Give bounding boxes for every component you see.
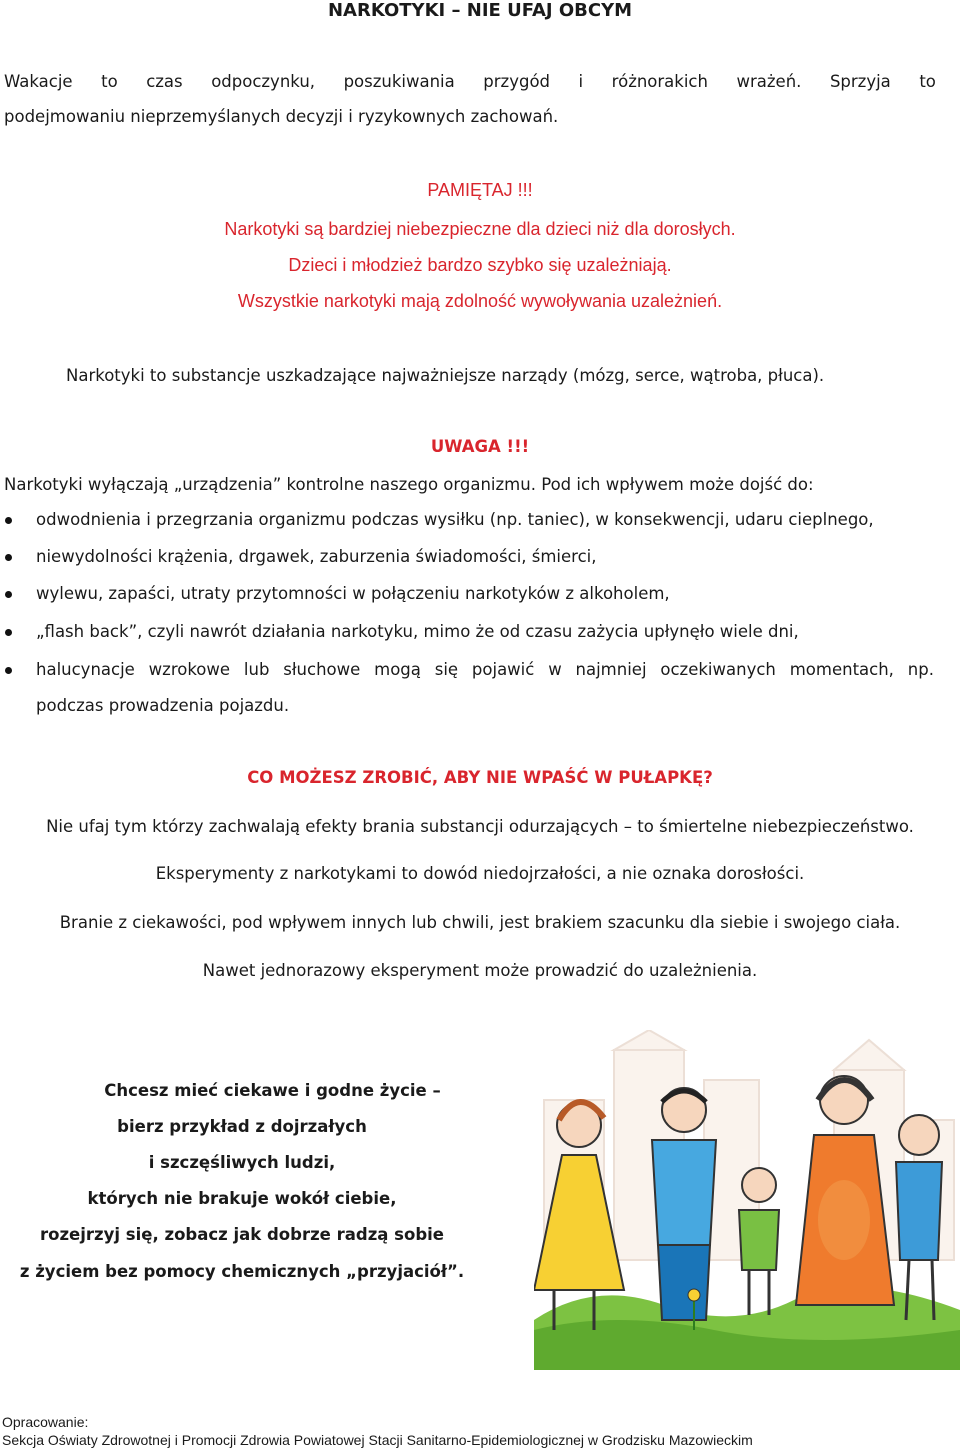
warning-intro-part-1: Narkotyki wyłączają „urządzenia” kontrolne naszego organizmu.	[4, 475, 536, 494]
word: przygód	[483, 72, 551, 91]
bullet-icon	[5, 554, 12, 561]
list-item	[0, 510, 960, 532]
warning-heading: UWAGA !!!	[430, 437, 530, 456]
list-item	[0, 547, 960, 569]
word: wrażeń.	[736, 72, 802, 91]
advice-line-1: Nie ufaj tym którzy zachwalają efekty brania substancji odurzających – to śmiertelne niebezpieczeństwo.	[46, 817, 914, 836]
word: momentach,	[789, 660, 894, 679]
bullet-icon	[5, 591, 12, 598]
remember-line-1: Narkotyki są bardziej niebezpieczne dla dzieci niż dla dorosłych.	[224, 219, 736, 239]
slogan-line-6: z życiem bez pomocy chemicznych „przyjaciół”.	[19, 1262, 465, 1281]
warning-intro	[4, 475, 814, 494]
slogan-line-3: i szczęśliwych ludzi,	[148, 1153, 336, 1172]
list-item-text: niewydolności krążenia, drgawek, zaburzenia świadomości, śmierci,	[36, 547, 597, 566]
remember-line-2: Dzieci i młodzież bardzo szybko się uzależniają.	[288, 255, 672, 275]
slogan-line-5: rozejrzyj się, zobacz jak dobrze radzą sobie	[39, 1225, 445, 1244]
advice-line-3: Branie z ciekawości, pod wpływem innych lub chwili, jest brakiem szacunku dla siebie i swojego ciała.	[59, 913, 901, 932]
slogan-line-2: bierz przykład z dojrzałych	[117, 1117, 367, 1136]
list-item	[0, 660, 960, 682]
word: halucynacje	[36, 660, 135, 679]
list-item-text: odwodnienia i przegrzania organizmu podczas wysiłku (np. taniec), w konsekwencji, udaru cieplnego,	[36, 510, 874, 529]
family-illustration	[534, 1030, 960, 1370]
list-item-continuation: podczas prowadzenia pojazdu.	[36, 696, 290, 715]
slogan-line-1: Chcesz mieć ciekawe i godne życie –	[104, 1081, 441, 1100]
word: najmniej	[575, 660, 647, 679]
word: oczekiwanych	[660, 660, 776, 679]
word: pojawić	[471, 660, 535, 679]
word: to	[919, 72, 936, 91]
word: to	[101, 72, 118, 91]
remember-line-3: Wszystkie narkotyki mają zdolność wywoływania uzależnień.	[237, 291, 723, 311]
figure-man-blue-right	[896, 1115, 942, 1320]
bullet-icon	[5, 667, 12, 674]
word: czas	[146, 72, 183, 91]
word: mogą	[374, 660, 421, 679]
word: lub	[243, 660, 270, 679]
substances-text: Narkotyki to substancje uszkadzające najważniejsze narządy (mózg, serce, wątroba, płuca).	[66, 366, 825, 385]
list-item	[0, 622, 960, 644]
warning-intro-part-2: Pod ich wpływem może dojść do:	[541, 475, 814, 494]
list-item	[0, 584, 960, 606]
slogan-line-4: których nie brakuje wokół ciebie,	[87, 1189, 397, 1208]
list-item-text: wylewu, zapaści, utraty przytomności w połączeniu narkotyków z alkoholem,	[36, 584, 670, 603]
list-item-text	[36, 660, 934, 679]
advice-heading: CO MOŻESZ ZROBIĆ, ABY NIE WPAŚĆ W PUŁAPKĘ?	[247, 768, 713, 787]
footer-label: Opracowanie:	[2, 1414, 89, 1430]
page-title: NARKOTYKI – NIE UFAJ OBCYM	[327, 0, 633, 21]
word: Wakacje	[4, 72, 73, 91]
word: się	[434, 660, 459, 679]
footer-author: Sekcja Oświaty Zdrowotnej i Promocji Zdrowia Powiatowej Stacji Sanitarno-Epidemiologicznej w Grodzisku Mazowieckim	[2, 1432, 753, 1448]
word: słuchowe	[283, 660, 361, 679]
word: odpoczynku,	[211, 72, 316, 91]
word: w	[548, 660, 562, 679]
word: różnorakich	[611, 72, 708, 91]
word: wzrokowe	[148, 660, 231, 679]
figure-child-green	[739, 1168, 779, 1315]
remember-heading: PAMIĘTAJ !!!	[427, 180, 533, 200]
bullet-icon	[5, 517, 12, 524]
word: i	[578, 72, 584, 91]
intro-line-1	[4, 72, 936, 91]
list-item-text: „flash back”, czyli nawrót działania narkotyku, mimo że od czasu zażycia upłynęło wiele dni,	[36, 622, 799, 641]
word: Sprzyja	[829, 72, 891, 91]
intro-line-2: podejmowaniu nieprzemyślanych decyzji i ryzykownych zachowań.	[4, 107, 559, 126]
advice-line-2: Eksperymenty z narkotykami to dowód niedojrzałości, a nie oznaka dorosłości.	[155, 864, 805, 883]
word: np.	[907, 660, 934, 679]
bullet-icon	[5, 629, 12, 636]
word: poszukiwania	[343, 72, 455, 91]
advice-line-4: Nawet jednorazowy eksperyment może prowadzić do uzależnienia.	[202, 961, 758, 980]
